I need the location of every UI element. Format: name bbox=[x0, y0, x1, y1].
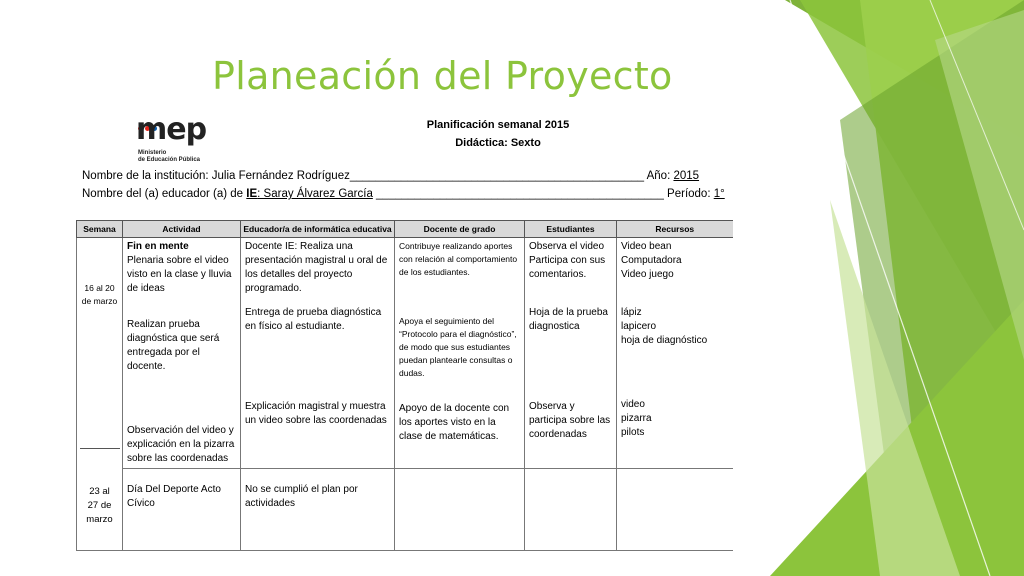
mep-logo bbox=[136, 112, 216, 166]
teacher-cell bbox=[395, 469, 525, 551]
col-header: Educador/a de informática educativa bbox=[241, 221, 395, 238]
col-header: Docente de grado bbox=[395, 221, 525, 238]
educator-line: Nombre del (a) educador (a) de IE: Saray Álvarez García _____________________________________________ Período: 1° bbox=[82, 188, 725, 200]
educator-cell: Docente IE: Realiza una presentación magistral u oral de los detalles del proyecto programado. Entrega de prueba diagnóstica en físico al estudiante. Explicación magistral y muestra un video sobre las coordenadas bbox=[241, 238, 395, 469]
students-cell: Observa el video Participa con sus comentarios. Hoja de la prueba diagnostica Observa y participa sobre las coordenadas bbox=[525, 238, 617, 469]
page-title: Planeación del Proyecto bbox=[212, 54, 673, 98]
logo-subtitle: Ministerio de Educación Pública bbox=[138, 150, 201, 163]
resources-cell: Video bean Computadora Video juego lápiz lapicero hoja de diagnóstico video pizarra pilots bbox=[617, 238, 733, 469]
col-header: Estudiantes bbox=[525, 221, 617, 238]
week-cell bbox=[77, 238, 123, 551]
table-header-row bbox=[77, 221, 733, 238]
institution-line: Nombre de la institución: Julia Fernández Rodríguez______________________________________________ Año: 2015 bbox=[82, 170, 700, 182]
students-cell bbox=[525, 469, 617, 551]
col-header: Semana bbox=[77, 221, 123, 238]
plan-subtitle: Didáctica: Sexto bbox=[455, 137, 541, 149]
educator-cell: No se cumplió el plan por actividades bbox=[241, 469, 395, 551]
plan-table bbox=[76, 220, 733, 551]
period-value: 1° bbox=[713, 188, 725, 200]
activity-cell: Día Del Deporte Acto Cívico bbox=[123, 469, 241, 551]
week-2: 23 al 27 de marzo bbox=[86, 486, 113, 525]
week-1: 16 al 20 de marzo bbox=[81, 283, 118, 306]
col-header: Actividad bbox=[123, 221, 241, 238]
activity-cell: Fin en mente Plenaria sobre el video visto en la clase y lluvia de ideas Realizan prueba diagnóstica que será entregada por el docente. Observación del video y explicación en la pizarra sobre las coordenadas bbox=[123, 238, 241, 469]
teacher-cell: Contribuye realizando aportes con relación al comportamiento de los estudiantes. Apoya el seguimiento del “Protocolo para el diagnóstico”, de modo que sus estudiantes puedan plantearle consultas o dudas. Apoyo de la docente con los aportes visto en la clase de matemáticas. bbox=[395, 238, 525, 469]
year-value: 2015 bbox=[673, 170, 700, 182]
col-header: Recursos bbox=[617, 221, 733, 238]
table-row bbox=[77, 238, 733, 469]
table-row bbox=[77, 469, 733, 551]
plan-title: Planificación semanal 2015 bbox=[426, 119, 570, 131]
resources-cell bbox=[617, 469, 733, 551]
logo-text: mep bbox=[136, 112, 207, 147]
